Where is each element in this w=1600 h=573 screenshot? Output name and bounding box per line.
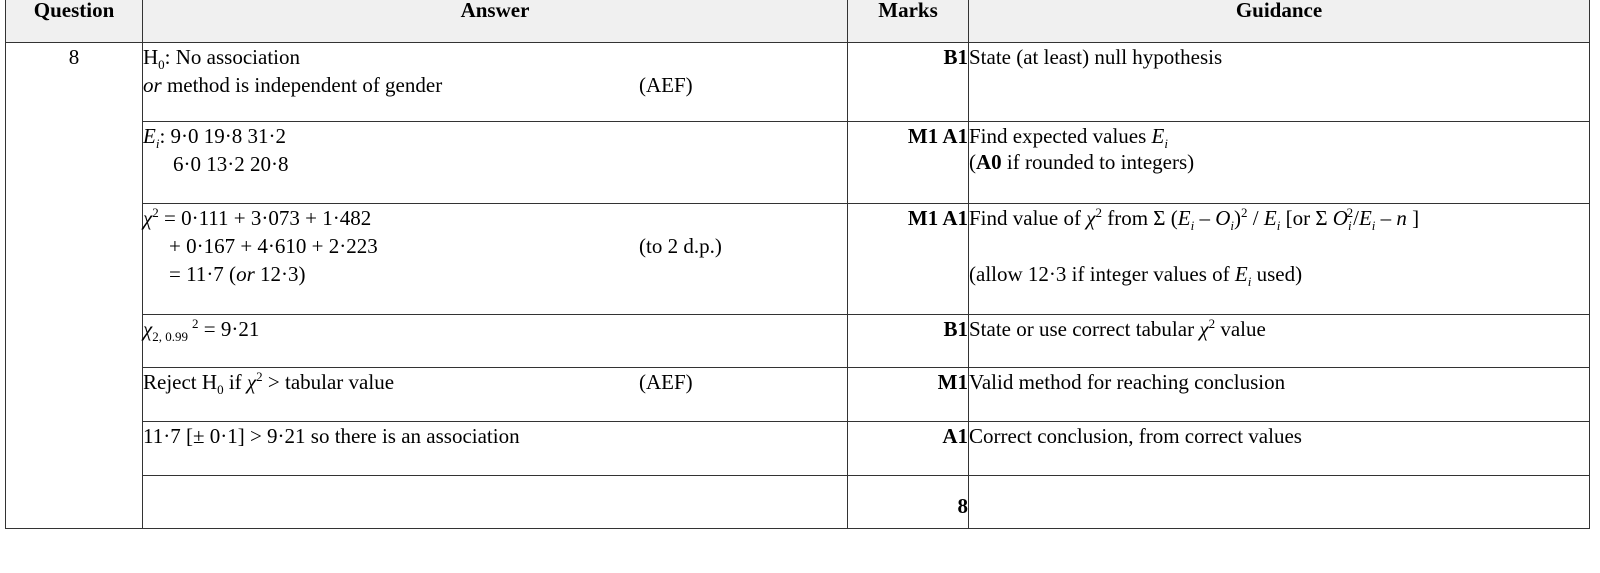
header-answer: Answer [143, 0, 848, 43]
subscript: i [1347, 218, 1352, 234]
answer-text: : No association [164, 45, 300, 69]
answer-text: = 9·21 [198, 317, 260, 341]
table-row [6, 422, 1590, 476]
superscript: 2 [1208, 316, 1216, 331]
question-number: 8 [6, 43, 143, 529]
guidance-text: ( [969, 150, 976, 174]
table-row [6, 204, 1590, 315]
answer-note: (AEF) [639, 370, 693, 394]
superscript: 2 [152, 205, 159, 220]
subscript: 0 [217, 382, 224, 398]
header-question: Question [6, 0, 143, 43]
answer-cell [143, 368, 848, 422]
subscript: i [1276, 218, 1281, 234]
spacer [969, 232, 1589, 260]
guidance-text: value [1215, 317, 1266, 341]
guidance-text: ) [1234, 206, 1242, 230]
guidance-cell [969, 122, 1590, 204]
answer-text: H [143, 45, 159, 69]
superscript: 2 [1346, 205, 1354, 220]
guidance-text: Valid method for reaching conclusion [969, 370, 1286, 394]
guidance-text: n [1396, 206, 1407, 230]
guidance-text: State or use correct tabular [969, 317, 1200, 341]
subscript: i [1190, 218, 1195, 234]
answer-cell [143, 315, 848, 368]
subscript: i [1164, 136, 1168, 152]
chi-symbol: χ [1199, 317, 1209, 341]
answer-text: : 9·0 19·8 31·2 [159, 124, 287, 148]
answer-text: + 0·167 + 4·610 + 2·223 [169, 234, 378, 258]
answer-text: E [143, 124, 156, 148]
answer-cell [143, 422, 848, 476]
guidance-text: if rounded to integers) [1001, 150, 1195, 174]
subscript: 2, 0.99 [152, 329, 188, 345]
header-guidance: Guidance [969, 0, 1590, 43]
subscript: i [1371, 218, 1376, 234]
marks-cell: M1 A1 [848, 122, 969, 204]
header-row [6, 0, 1590, 43]
answer-cell [143, 122, 848, 204]
answer-text: = 11·7 ( [169, 262, 237, 286]
answer-text: or [236, 262, 255, 286]
superscript: 2 [192, 316, 199, 331]
answer-text: = 0·111 + 3·073 + 1·482 [158, 206, 372, 230]
guidance-cell [969, 43, 1590, 122]
chi-symbol: χ [143, 206, 153, 230]
answer-cell [143, 204, 848, 315]
answer-text: 6·0 13·2 20·8 [173, 152, 289, 176]
guidance-text: O [1332, 206, 1348, 230]
guidance-text: E [1177, 206, 1191, 230]
guidance-text: O [1215, 206, 1231, 230]
guidance-text: Correct conclusion, from correct values [969, 424, 1302, 448]
table-row [6, 122, 1590, 204]
guidance-text: A0 [976, 150, 1002, 174]
total-marks: 8 [848, 476, 969, 529]
subscript: i [1230, 218, 1235, 234]
subscript: 0 [158, 57, 165, 73]
guidance-cell [969, 422, 1590, 476]
guidance-text: E [1358, 206, 1372, 230]
answer-note: (to 2 d.p.) [639, 234, 722, 258]
superscript: 2 [256, 369, 263, 384]
mark-scheme-table [5, 0, 1590, 529]
guidance-text: – [1375, 206, 1397, 230]
guidance-text: E [1151, 124, 1165, 148]
marks-cell: A1 [848, 422, 969, 476]
answer-note: (AEF) [639, 73, 693, 97]
total-row [6, 476, 1590, 529]
chi-symbol: χ [1086, 206, 1096, 230]
answer-text: method is independent of gender [161, 73, 443, 97]
answer-text: or [143, 73, 162, 97]
guidance-text: E [1263, 206, 1277, 230]
answer-text: if [223, 370, 247, 394]
guidance-cell [969, 204, 1590, 315]
guidance-text: Find expected values [969, 124, 1152, 148]
answer-text: 11·7 [± 0·1] > 9·21 so there is an association [143, 424, 520, 448]
chi-symbol: χ [143, 317, 153, 341]
guidance-text: ] [1406, 206, 1420, 230]
header-marks: Marks [848, 0, 969, 43]
guidance-text: – [1194, 206, 1216, 230]
subscript: i [1247, 274, 1252, 290]
guidance-text: [or Σ [1280, 206, 1333, 230]
guidance-cell [969, 368, 1590, 422]
marks-cell: M1 A1 [848, 204, 969, 315]
guidance-text: Find value of [969, 206, 1087, 230]
chi-symbol: χ [246, 370, 257, 394]
marks-cell: B1 [848, 43, 969, 122]
guidance-text: from Σ ( [1101, 206, 1178, 230]
answer-text: 12·3) [254, 262, 306, 286]
superscript: 2 [1241, 205, 1248, 220]
answer-text: Reject H [143, 370, 218, 394]
superscript: 2 [1095, 205, 1102, 220]
table-row [6, 315, 1590, 368]
marks-cell: M1 [848, 368, 969, 422]
answer-cell [143, 43, 848, 122]
guidance-text: State (at least) null hypothesis [969, 45, 1223, 69]
guidance-text: / [1247, 206, 1264, 230]
answer-text: > tabular value [262, 370, 395, 394]
guidance-text: used) [1251, 262, 1303, 286]
table-row [6, 43, 1590, 122]
guidance-text: / [1353, 206, 1359, 230]
guidance-text: E [1234, 262, 1248, 286]
guidance-cell [969, 315, 1590, 368]
guidance-cell [969, 476, 1590, 529]
marks-cell: B1 [848, 315, 969, 368]
guidance-text: (allow 12·3 if integer values of [969, 262, 1235, 286]
subscript: i [155, 136, 160, 152]
answer-cell [143, 476, 848, 529]
table-row [6, 368, 1590, 422]
